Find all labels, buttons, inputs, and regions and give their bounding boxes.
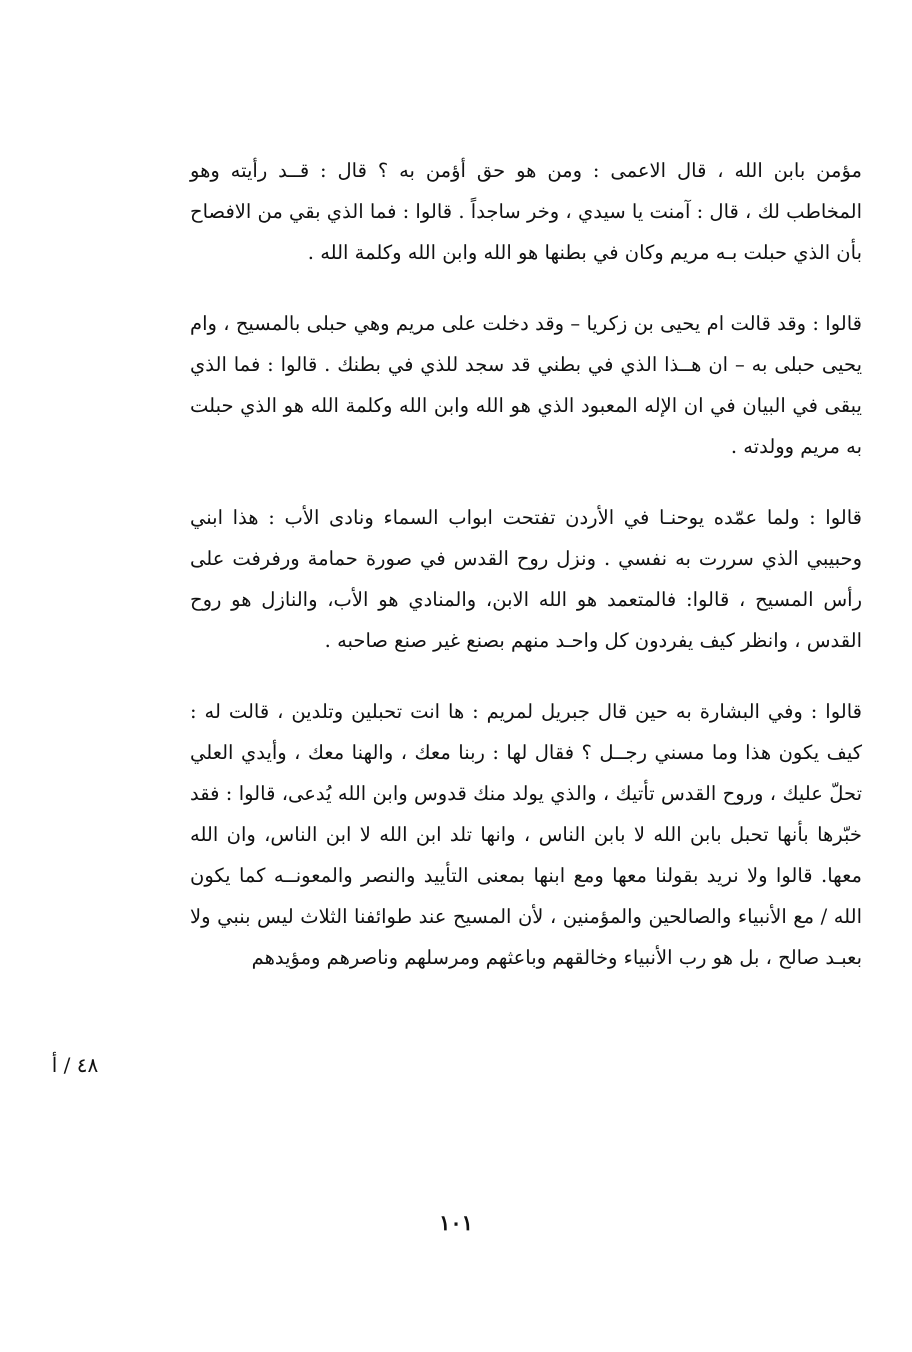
paragraph-2: قالوا : وقد قالت ام يحيى بن زكريا – وقد دخلت على مريم وهي حبلى بالمسيح ، وام يحيى حبلى به – ان هــذا الذي في بطني قد سجد للذي في بطنك . قالوا : فما الذي يبقى في البيان في ان الإله المعبود الذي هو الله وابن الله وكلمة الله هو الذي حبلت به مريم وولدته . <box>190 312 862 458</box>
paragraph-4: قالوا : وفي البشارة به حين قال جبريل لمريم : ها انت تحبلين وتلدين ، قالت له : كيف يكون هذا وما مسني رجــل ؟ فقال لها : ربنا معك ، والهنا معك ، وأيدي العلي تحلّ عليك ، وروح القدس تأتيك ، والذي يولد منك قدوس وابن الله يُدعى، قالوا : فقد خبّرها بأنها تحبل بابن الله لا بابن الناس ، وانها تلد ابن الله لا ابن الناس، وان الله معها. قالوا ولا نريد بقولنا معها ومع ابنها بمعنى التأييد والنصر والمعونــه كما يكون الله / مع الأنبياء والصالحين والمؤمنين ، لأن المسيح عند طوائفنا الثلاث ليس بنبي ولا بعبـد صالح ، بل هو رب الأنبياء وخالقهم وباعثهم ومرسلهم وناصرهم ومؤيدهم <box>190 700 862 969</box>
manuscript-folio-note: ٤٨ / أ <box>51 1053 99 1077</box>
paragraph-1: مؤمن بابن الله ، قال الاعمى : ومن هو حق أؤمن به ؟ قال : قــد رأيته وهو المخاطب لك ، قال : آمنت يا سيدي ، وخر ساجداً . قالوا : فما الذي بقي من الافصاح بأن الذي حبلت بـه مريم وكان في بطنها هو الله وابن الله وكلمة الله . <box>190 159 862 264</box>
page-number: ١٠١ <box>439 1210 473 1235</box>
paragraph-3: قالوا : ولما عمّده يوحنـا في الأردن تفتحت ابواب السماء ونادى الأب : هذا ابني وحبيبي الذي سررت به نفسي . ونزل روح القدس في صورة حمامة ورفرفت على رأس المسيح ، قالوا: فالمتعمد هو الله الابن، والمنادي هو الأب، والنازل هو روح القدس ، وانظر كيف يفردون كل واحـد منهم بصنع غير صنع صاحبه . <box>190 506 862 652</box>
page-body <box>190 150 862 978</box>
